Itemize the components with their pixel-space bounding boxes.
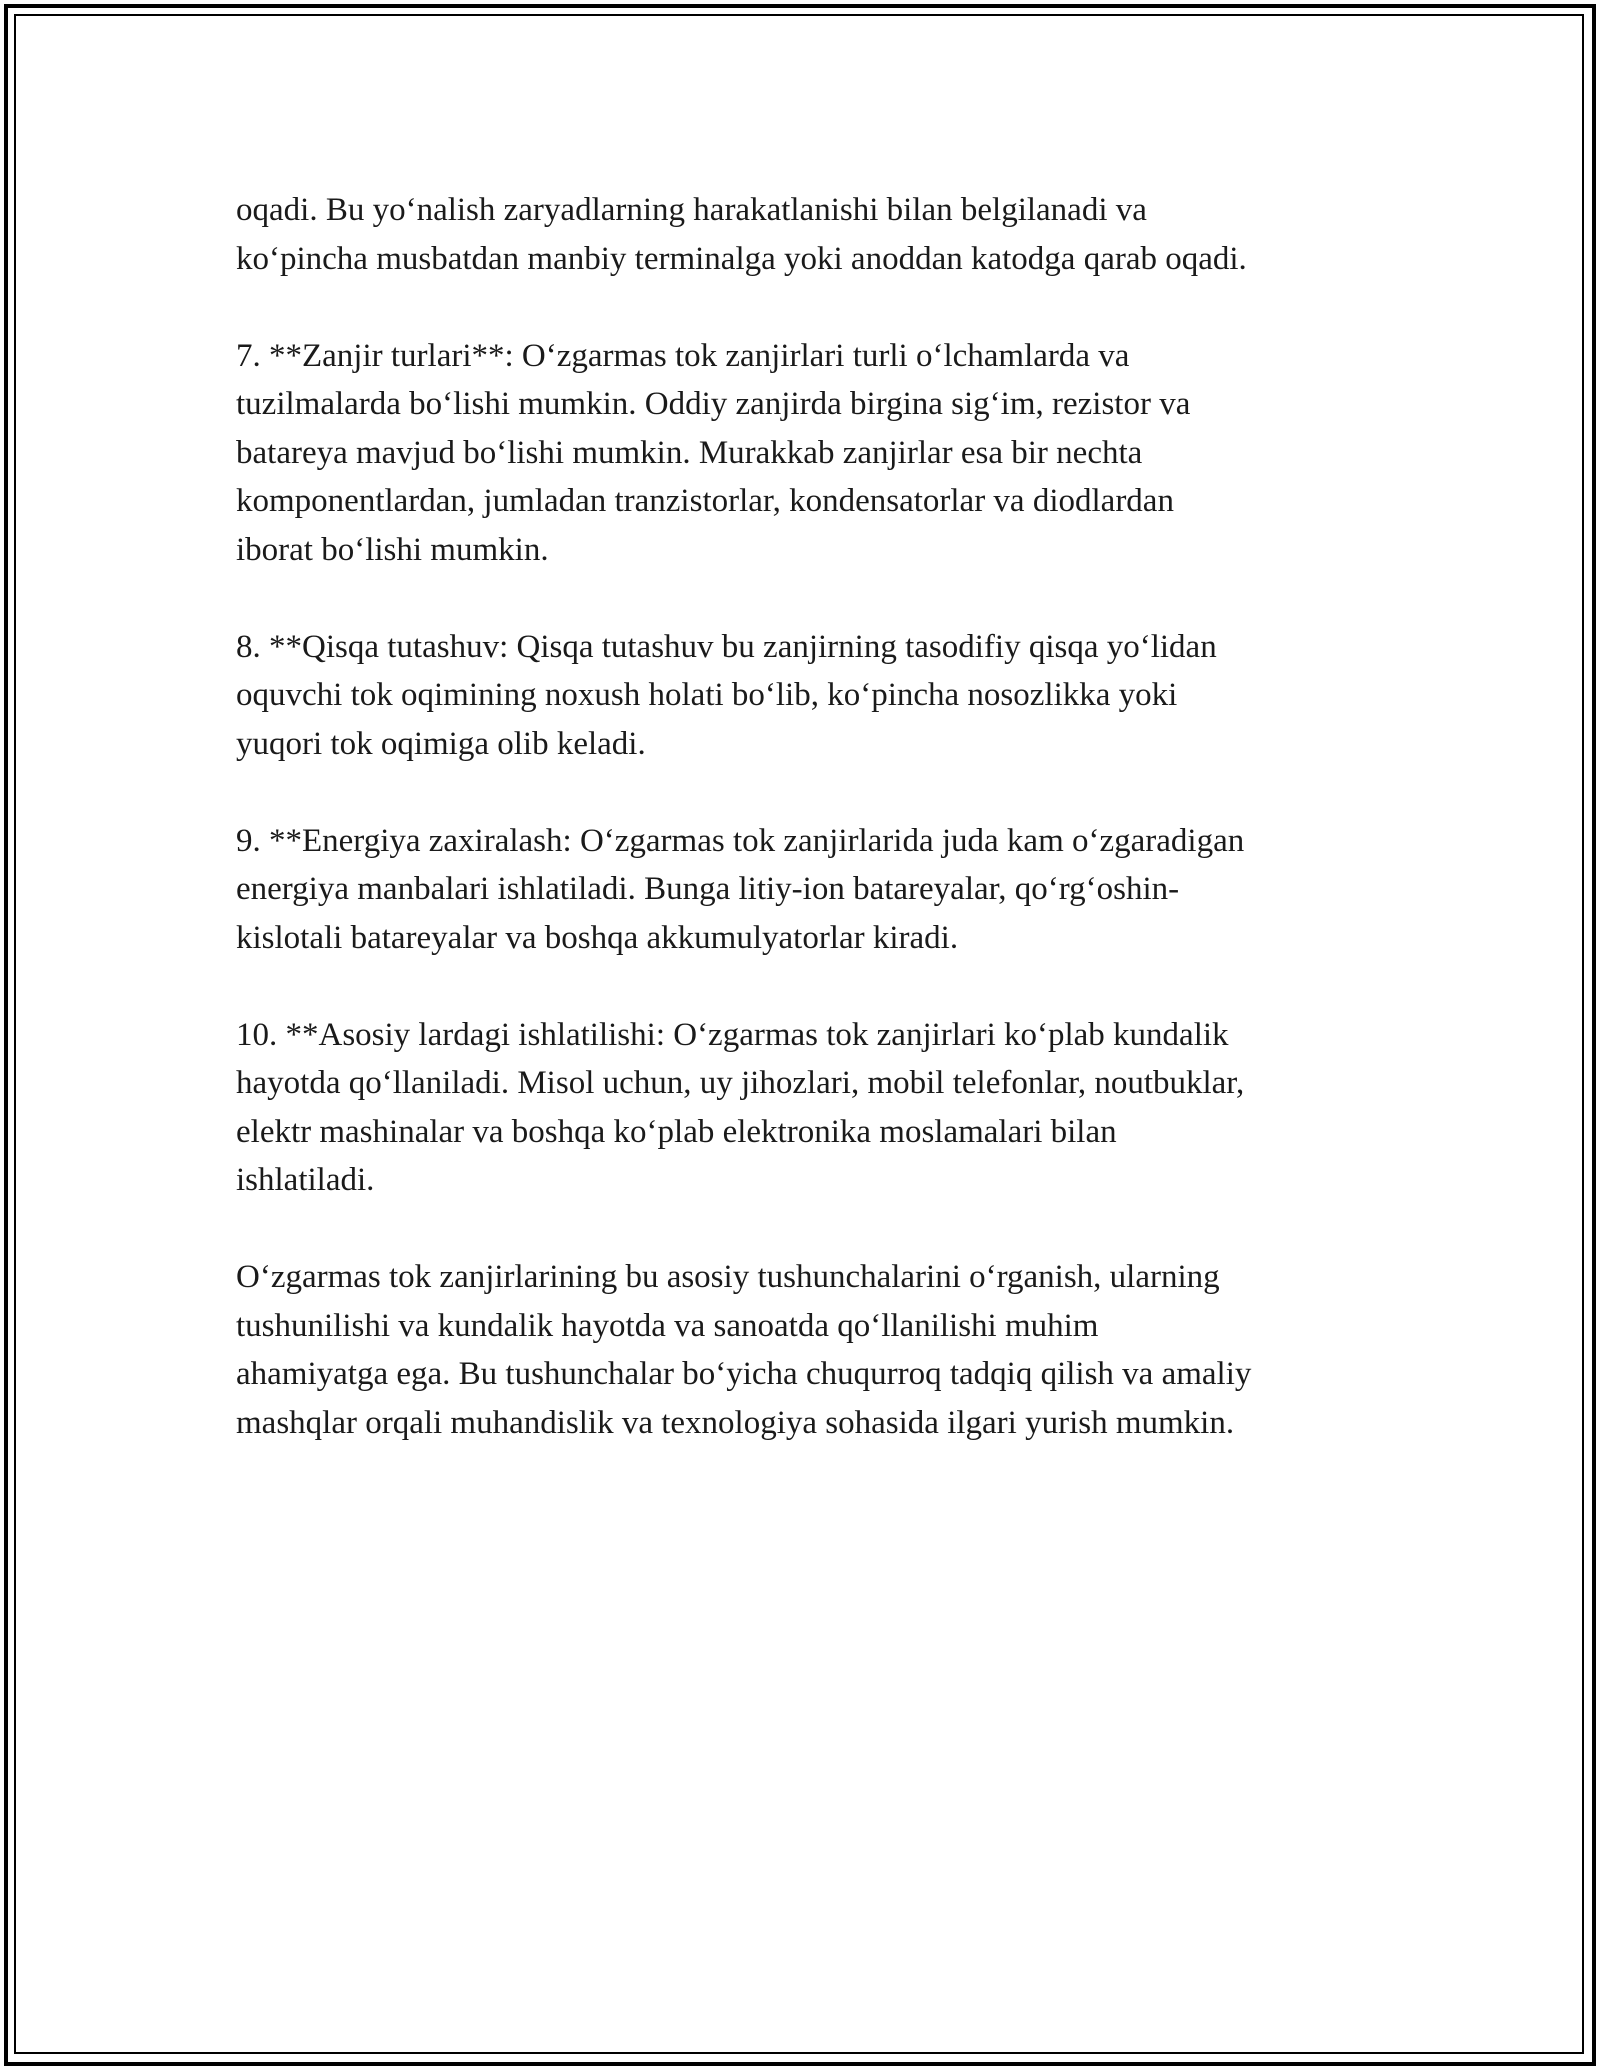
text-line: iborat bo‘lishi mumkin. xyxy=(236,531,549,568)
text-line: oqadi. Bu yo‘nalish zaryadlarning harakatlanishi bilan belgilanadi va xyxy=(236,192,1147,228)
text-line: oquvchi tok oqimining noxush holati bo‘lib, ko‘pincha nosozlikka yoki xyxy=(236,677,1178,713)
text-line: ishlatiladi. xyxy=(236,1162,375,1198)
text-line: batareya mavjud bo‘lishi mumkin. Murakkab zanjirlar esa bir nechta xyxy=(236,434,1143,471)
text-line: 7. **Zanjir turlari**: O‘zgarmas tok zanjirlari turli o‘lchamlarda va xyxy=(236,337,1130,374)
text-line: hayotda qo‘llaniladi. Misol uchun, uy jihozlari, mobil telefonlar, noutbuklar, xyxy=(236,1065,1245,1101)
text-line: 9. **Energiya zaxiralash: O‘zgarmas tok zanjirlarida juda kam o‘zgaradigan xyxy=(236,822,1245,859)
text-line: ahamiyatga ega. Bu tushunchalar bo‘yicha chuqurroq tadqiq qilish va amaliy xyxy=(236,1356,1252,1392)
text-line: energiya manbalari ishlatiladi. Bunga litiy-ion batareyalar, qo‘rg‘oshin- xyxy=(236,871,1180,907)
paragraph-item-7 xyxy=(236,332,1376,575)
text-line: tuzilmalarda bo‘lishi mumkin. Oddiy zanjirda birgina sig‘im, rezistor va xyxy=(236,386,1191,422)
paragraph-item-8 xyxy=(236,623,1376,769)
text-line: mashqlar orqali muhandislik va texnologiya sohasida ilgari yurish mumkin. xyxy=(236,1404,1235,1441)
text-line: tushunilishi va kundalik hayotda va sanoatda qo‘llanilishi muhim xyxy=(236,1307,1099,1344)
text-line: komponentlardan, jumladan tranzistorlar, kondensatorlar va diodlardan xyxy=(236,483,1174,519)
paragraph-item-9 xyxy=(236,817,1376,963)
text-line: O‘zgarmas tok zanjirlarining bu asosiy tushunchalarini o‘rganish, ularning xyxy=(236,1259,1220,1295)
text-line: 8. **Qisqa tutashuv: Qisqa tutashuv bu zanjirning tasodifiy qisqa yo‘lidan xyxy=(236,628,1217,665)
text-line: 10. **Asosiy lardagi ishlatilishi: O‘zgarmas tok zanjirlari ko‘plab kundalik xyxy=(236,1016,1229,1053)
paragraph-intro-continuation xyxy=(236,186,1376,283)
paragraph-item-10 xyxy=(236,1011,1376,1205)
text-line: yuqori tok oqimiga olib keladi. xyxy=(236,725,646,762)
text-line: elektr mashinalar va boshqa ko‘plab elektronika moslamalari bilan xyxy=(236,1113,1117,1150)
text-line: ko‘pincha musbatdan manbiy terminalga yoki anoddan katodga qarab oqadi. xyxy=(236,240,1247,277)
text-line: kislotali batareyalar va boshqa akkumulyatorlar kiradi. xyxy=(236,919,959,956)
paragraph-conclusion xyxy=(236,1253,1376,1447)
document-body xyxy=(236,186,1376,1496)
